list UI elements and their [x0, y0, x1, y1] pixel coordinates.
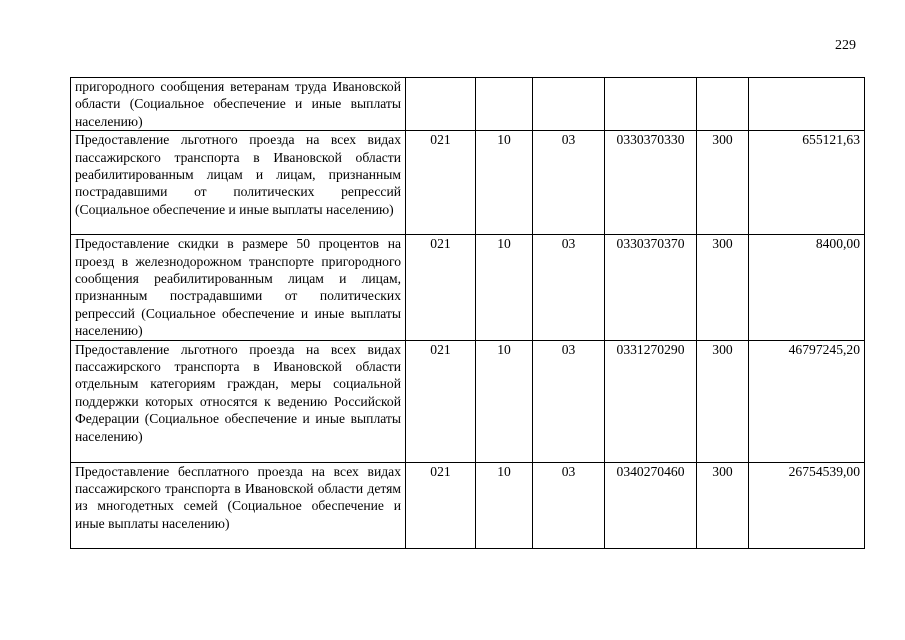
section-code-cell: 10 — [476, 340, 533, 462]
subsection-code-cell: 03 — [533, 340, 605, 462]
target-article-cell: 0330370330 — [605, 131, 697, 235]
expense-type-cell: 300 — [697, 131, 749, 235]
expense-name-cell: пригородного сообщения ветеранам труда Ивановской области (Социальное обеспечение и иные выплаты населению) — [71, 78, 406, 131]
table-row — [71, 340, 865, 462]
budget-table — [70, 77, 865, 549]
ministry-code-cell: 021 — [406, 235, 476, 340]
target-article-cell: 0331270290 — [605, 340, 697, 462]
target-article-cell — [605, 78, 697, 131]
expense-name-cell: Предоставление бесплатного проезда на всех видах пассажирского транспорта в Ивановской области детям из многодетных семей (Социальное обеспечение и иные выплаты населению) — [71, 462, 406, 548]
ministry-code-cell — [406, 78, 476, 131]
section-code-cell: 10 — [476, 235, 533, 340]
subsection-code-cell: 03 — [533, 131, 605, 235]
table-row — [71, 235, 865, 340]
section-code-cell — [476, 78, 533, 131]
subsection-code-cell: 03 — [533, 462, 605, 548]
amount-cell: 655121,63 — [749, 131, 865, 235]
subsection-code-cell: 03 — [533, 235, 605, 340]
ministry-code-cell: 021 — [406, 340, 476, 462]
section-code-cell: 10 — [476, 131, 533, 235]
expense-type-cell: 300 — [697, 340, 749, 462]
expense-name-cell: Предоставление льготного проезда на всех видах пассажирского транспорта в Ивановской области реабилитированным лицам и лицам, признанным пострадавшими от политических репрессий (Социальное обеспечение и иные выплаты населению) — [71, 131, 406, 235]
page-number: 229 — [835, 38, 856, 53]
expense-type-cell: 300 — [697, 235, 749, 340]
expense-name-cell: Предоставление льготного проезда на всех видах пассажирского транспорта в Ивановской области отдельным категориям граждан, меры социальной поддержки которых относятся к ведению Российской Федерации (Социальное обеспечение и иные выплаты населению) — [71, 340, 406, 462]
ministry-code-cell: 021 — [406, 131, 476, 235]
expense-type-cell — [697, 78, 749, 131]
table-row — [71, 462, 865, 548]
target-article-cell: 0340270460 — [605, 462, 697, 548]
table-row — [71, 131, 865, 235]
amount-cell: 26754539,00 — [749, 462, 865, 548]
expense-name-cell: Предоставление скидки в размере 50 процентов на проезд в железнодорожном транспорте пригородного сообщения реабилитированным лицам и лицам, признанным пострадавшими от политических репрессий (Социальное обеспечение и иные выплаты населению) — [71, 235, 406, 340]
amount-cell: 46797245,20 — [749, 340, 865, 462]
target-article-cell: 0330370370 — [605, 235, 697, 340]
amount-cell — [749, 78, 865, 131]
ministry-code-cell: 021 — [406, 462, 476, 548]
subsection-code-cell — [533, 78, 605, 131]
table-row — [71, 78, 865, 131]
expense-type-cell: 300 — [697, 462, 749, 548]
section-code-cell: 10 — [476, 462, 533, 548]
amount-cell: 8400,00 — [749, 235, 865, 340]
